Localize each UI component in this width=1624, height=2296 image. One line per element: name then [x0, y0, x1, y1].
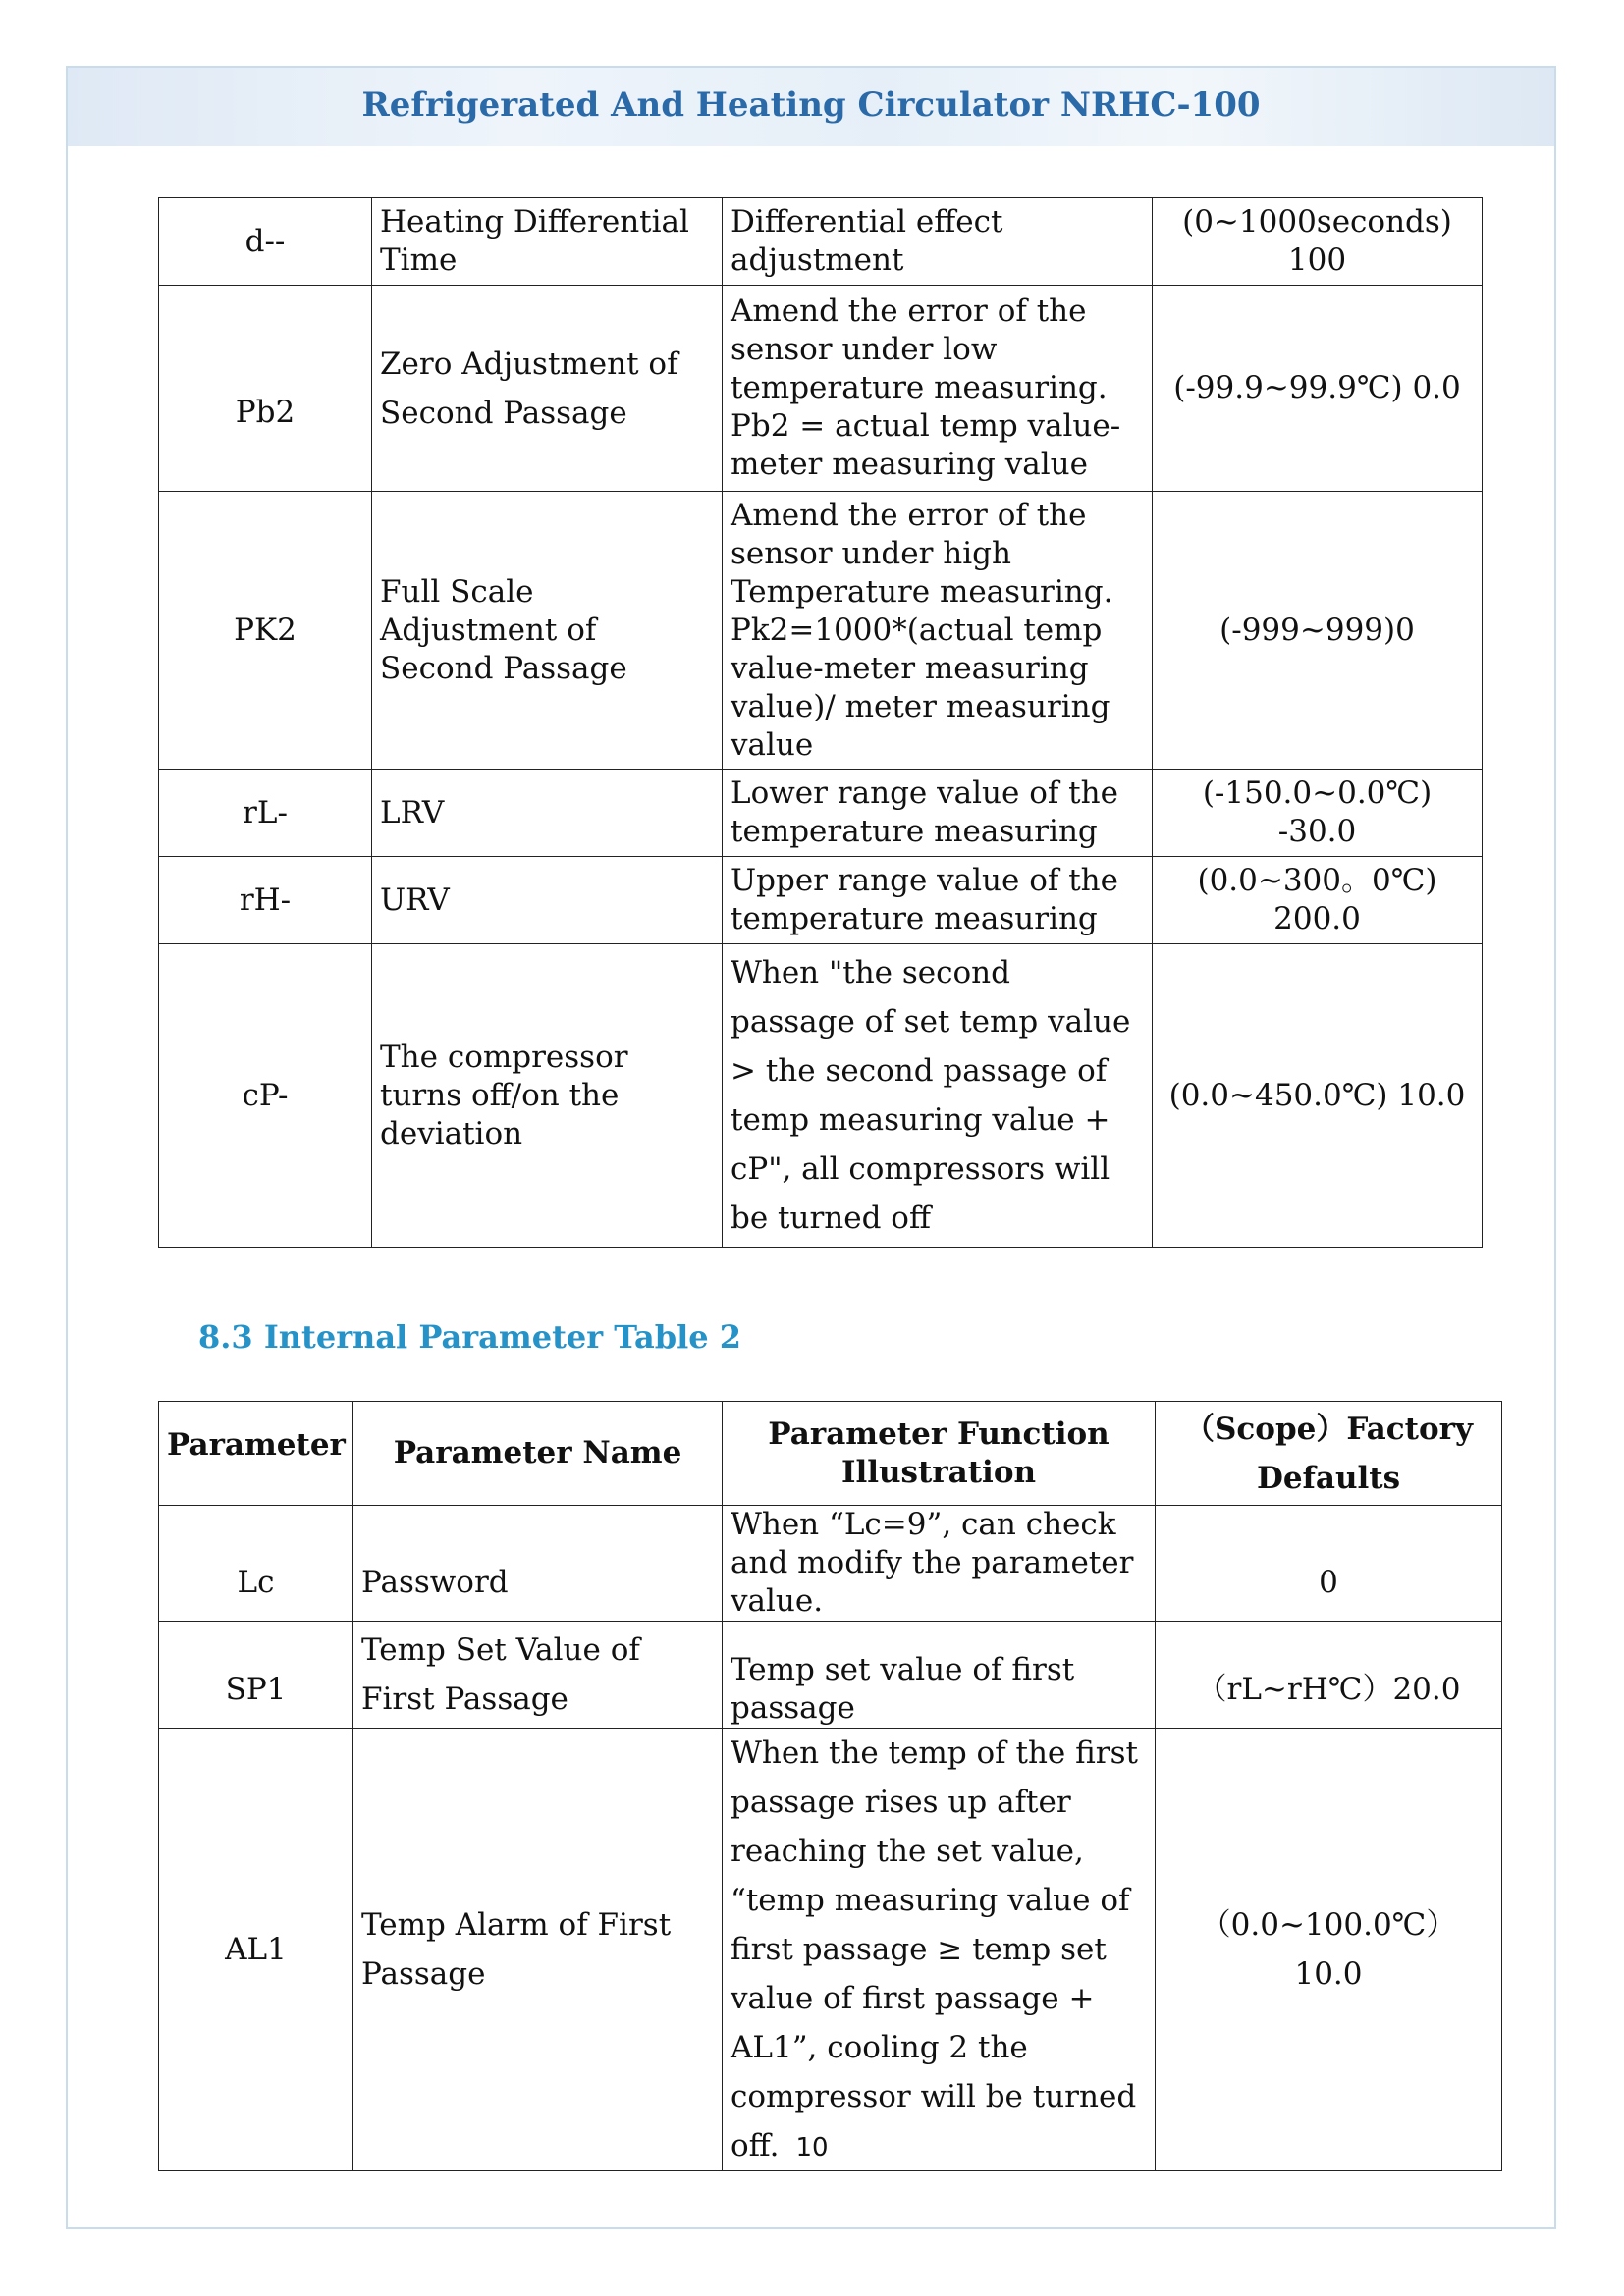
- param-scope: (0~1000seconds) 100: [1153, 198, 1483, 286]
- param-code: d--: [159, 198, 372, 286]
- header-scope-defaults: （Scope）Factory Defaults: [1156, 1402, 1502, 1506]
- table-row: [159, 944, 1483, 1248]
- table-row: [159, 286, 1483, 492]
- table-row: [159, 492, 1483, 770]
- document-title: Refrigerated And Heating Circulator NRHC-100: [361, 85, 1261, 125]
- param-code: Pb2: [159, 286, 372, 492]
- param-scope: (0.0~300。0℃) 200.0: [1153, 857, 1483, 944]
- parameter-table-1: [158, 197, 1483, 1248]
- param-code: rH-: [159, 857, 372, 944]
- param-name: Password: [353, 1506, 723, 1622]
- param-scope: （0.0~100.0℃） 10.0: [1156, 1729, 1502, 2171]
- param-scope: (-99.9~99.9℃) 0.0: [1153, 286, 1483, 492]
- param-code: PK2: [159, 492, 372, 770]
- param-scope: (-150.0~0.0℃) -30.0: [1153, 770, 1483, 857]
- table-row: [159, 857, 1483, 944]
- param-function: Amend the error of the sensor under low temperature measuring. Pb2 = actual temp value-meter measuring value: [723, 286, 1153, 492]
- param-name: The compressor turns off/on the deviation: [372, 944, 723, 1248]
- param-function: Differential effect adjustment: [723, 198, 1153, 286]
- param-function: Temp set value of first passage: [723, 1622, 1156, 1729]
- page-number: 10: [795, 2133, 829, 2163]
- param-name: Temp Alarm of First Passage: [353, 1729, 723, 2171]
- param-code: Lc: [159, 1506, 353, 1622]
- param-function: When "the second passage of set temp value > the second passage of temp measuring value + cP", all compressors will be turned off: [723, 944, 1153, 1248]
- table-row: [159, 198, 1483, 286]
- param-name: LRV: [372, 770, 723, 857]
- param-function: Upper range value of the temperature measuring: [723, 857, 1153, 944]
- param-name: Heating Differential Time: [372, 198, 723, 286]
- param-function: Lower range value of the temperature measuring: [723, 770, 1153, 857]
- parameter-table-2: [158, 1401, 1502, 2171]
- param-function: When “Lc=9”, can check and modify the parameter value.: [723, 1506, 1156, 1622]
- param-code: rL-: [159, 770, 372, 857]
- param-scope: （rL~rH℃）20.0: [1156, 1622, 1502, 1729]
- page-header: [68, 68, 1554, 146]
- table-row: [159, 1506, 1502, 1622]
- table-header-row: [159, 1402, 1502, 1506]
- param-scope: 0: [1156, 1506, 1502, 1622]
- param-code: cP-: [159, 944, 372, 1248]
- header-parameter: Parameter: [159, 1402, 353, 1506]
- param-code: AL1: [159, 1729, 353, 2171]
- header-parameter-function: Parameter Function Illustration: [723, 1402, 1156, 1506]
- header-parameter-name: Parameter Name: [353, 1402, 723, 1506]
- param-scope: (0.0~450.0℃) 10.0: [1153, 944, 1483, 1248]
- param-code: SP1: [159, 1622, 353, 1729]
- param-scope: (-999~999)0: [1153, 492, 1483, 770]
- table-row: [159, 770, 1483, 857]
- table-row: [159, 1729, 1502, 2171]
- param-name: URV: [372, 857, 723, 944]
- section-heading: 8.3 Internal Parameter Table 2: [198, 1318, 742, 1356]
- param-name: Zero Adjustment of Second Passage: [372, 286, 723, 492]
- param-name: Full Scale Adjustment of Second Passage: [372, 492, 723, 770]
- param-name: Temp Set Value of First Passage: [353, 1622, 723, 1729]
- param-function: Amend the error of the sensor under high Temperature measuring. Pk2=1000*(actual temp value-meter measuring value)/ meter measuring value: [723, 492, 1153, 770]
- table-row: [159, 1622, 1502, 1729]
- param-function: When the temp of the first passage rises up after reaching the set value, “temp measuring value of first passage ≥ temp set value of first passage + AL1”, cooling 2 the compressor will be turned off.: [723, 1729, 1156, 2171]
